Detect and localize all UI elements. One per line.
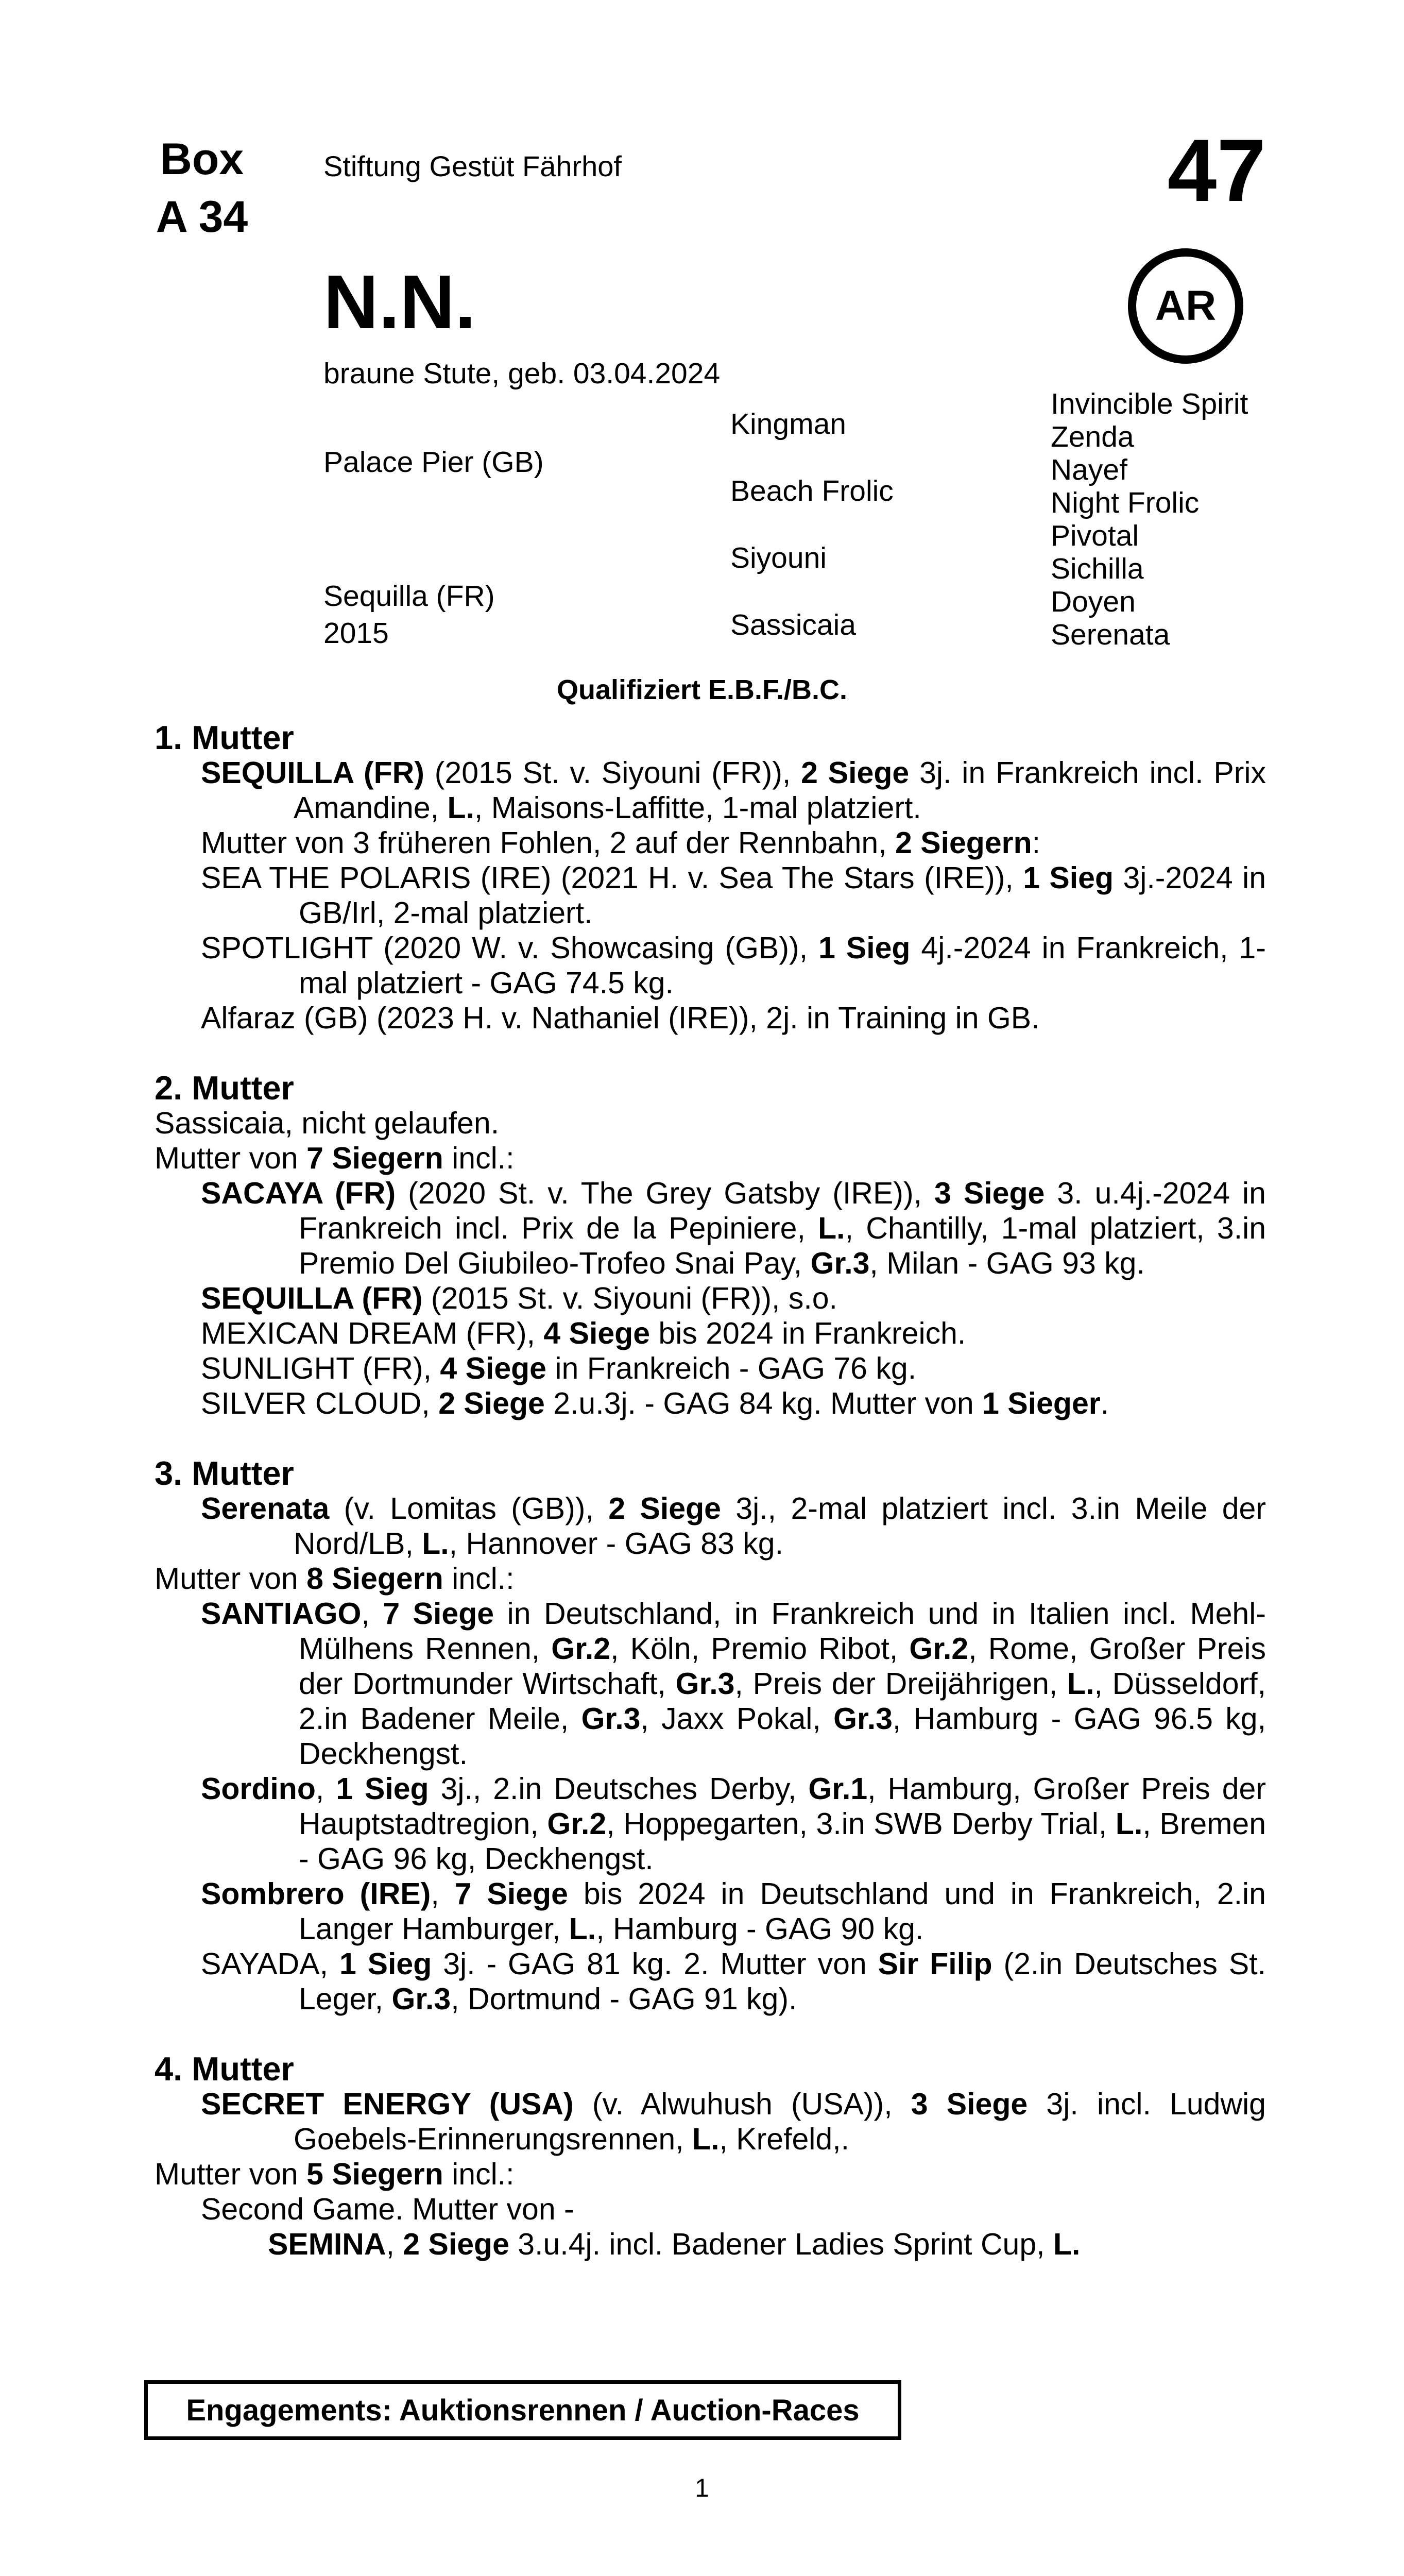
section-heading-4: 4. Mutter (155, 2050, 294, 2088)
pedigree-ggp-3: Nayef (1051, 453, 1127, 486)
pedigree-ggp-4: Night Frolic (1051, 486, 1200, 519)
owner: Stiftung Gestüt Fährhof (323, 150, 622, 182)
first-dam-entry: SEQUILLA (FR) (2015 St. v. Siyouni (FR)), 2 Siege 3j. in Frankreich incl. Prix Amandine, L., Maisons-Laffitte, 1-mal platziert. (201, 756, 1266, 825)
second-dam-entry: Sassicaia, nicht gelaufen. (155, 1106, 500, 1140)
page-number: 1 (695, 2473, 709, 2502)
pedigree-great-grandparents (1051, 387, 1248, 651)
offspring-entry: SEA THE POLARIS (IRE) (2021 H. v. Sea The Stars (IRE)), 1 Sieg 3j.-2024 in GB/Irl, 2-mal platziert. (201, 861, 1266, 930)
third-dam-entry: Serenata (v. Lomitas (GB)), 2 Siege 3j., 2-mal platziert incl. 3.in Meile der Nord/LB, L., Hannover - GAG 83 kg. (201, 1492, 1266, 1561)
first-dam-produce-summary: Mutter von 3 früheren Fohlen, 2 auf der Rennbahn, 2 Siegern: (201, 826, 1041, 860)
pedigree-dam: Sequilla (FR) (323, 580, 495, 613)
pedigree-grandsire-1: Kingman (730, 408, 846, 440)
offspring-entry: SEQUILLA (FR) (2015 St. v. Siyouni (FR)), s.o. (201, 1281, 837, 1315)
offspring-entry: SILVER CLOUD, 2 Siege 2.u.3j. - GAG 84 kg. Mutter von 1 Sieger. (201, 1386, 1109, 1420)
offspring-entry: SANTIAGO, 7 Siege in Deutschland, in Frankreich und in Italien incl. Mehl-Mülhens Rennen, Gr.2, Köln, Premio Ribot, Gr.2, Rome, Großer Preis der Dortmunder Wirtschaft, Gr.3, Preis der Dreijährigen, L., Düsseldorf, 2.in Badener Meile, Gr.3, Jaxx Pokal, Gr.3, Hamburg - GAG 96.5 kg, Deckhengst. (201, 1597, 1266, 1771)
pedigree-sire: Palace Pier (GB) (323, 446, 544, 479)
pedigree-ggp-2: Zenda (1051, 420, 1134, 453)
section-heading-1: 1. Mutter (155, 719, 294, 756)
third-dam-produce-summary: Mutter von 8 Siegern incl.: (155, 1562, 515, 1596)
offspring-entry: SACAYA (FR) (2020 St. v. The Grey Gatsby (IRE)), 3 Siege 3. u.4j.-2024 in Frankreich incl. Prix de la Pepiniere, L., Chantilly, 1-mal platziert, 3.in Premio Del Giubileo-Trofeo Snai Pay, Gr.3, Milan - GAG 93 kg. (201, 1176, 1266, 1280)
offspring-entry: Alfaraz (GB) (2023 H. v. Nathaniel (IRE)), 2j. in Training in GB. (201, 1001, 1040, 1035)
section-heading-3: 3. Mutter (155, 1454, 294, 1492)
pedigree-grandsire-2: Siyouni (730, 541, 827, 574)
lot-number: 47 (1167, 121, 1266, 220)
offspring-entry: MEXICAN DREAM (FR), 4 Siege bis 2024 in Frankreich. (201, 1316, 966, 1350)
fourth-dam-entry: SECRET ENERGY (USA) (v. Alwuhush (USA)), 3 Siege 3j. incl. Ludwig Goebels-Erinnerungsrennen, L., Krefeld,. (201, 2087, 1266, 2156)
dam-line-text (155, 720, 1266, 2262)
pedigree-ggp-5: Pivotal (1051, 519, 1139, 552)
second-dam-produce-summary: Mutter von 7 Siegern incl.: (155, 1141, 515, 1175)
ar-badge-text: AR (1155, 282, 1217, 329)
pedigree-ggp-7: Doyen (1051, 585, 1136, 618)
qualification: Qualifiziert E.B.F./B.C. (556, 674, 848, 705)
offspring-entry: Sombrero (IRE), 7 Siege bis 2024 in Deutschland und in Frankreich, 2.in Langer Hamburger, L., Hamburg - GAG 90 kg. (201, 1877, 1266, 1946)
pedigree-granddam-1: Beach Frolic (730, 474, 894, 507)
offspring-entry: SPOTLIGHT (2020 W. v. Showcasing (GB)), 1 Sieg 4j.-2024 in Frankreich, 1-mal platziert - GAG 74.5 kg. (201, 931, 1266, 1000)
pedigree-granddam-2: Sassicaia (730, 608, 856, 641)
pedigree-ggp-8: Serenata (1051, 618, 1170, 651)
pedigree-ggp-6: Sichilla (1051, 552, 1144, 585)
offspring-entry: SUNLIGHT (FR), 4 Siege in Frankreich - GAG 76 kg. (201, 1351, 917, 1385)
engagements-text: Engagements: Auktionsrennen / Auction-Races (186, 2393, 860, 2427)
section-heading-2: 2. Mutter (155, 1069, 294, 1107)
offspring-entry: SAYADA, 1 Sieg 3j. - GAG 81 kg. 2. Mutter von Sir Filip (2.in Deutsches St. Leger, Gr.3, Dortmund - GAG 91 kg). (201, 1947, 1266, 2016)
pedigree-dam-year: 2015 (323, 617, 389, 650)
pedigree-ggp-1: Invincible Spirit (1051, 387, 1248, 420)
engagements-box (144, 2380, 901, 2440)
first-dam-name: SEQUILLA (FR) (201, 756, 424, 790)
horse-description: braune Stute, geb. 03.04.2024 (323, 357, 721, 390)
box-label: Box (160, 134, 244, 184)
fourth-dam-produce-summary: Mutter von 5 Siegern incl.: (155, 2157, 515, 2191)
offspring-entry: SEMINA, 2 Siege 3.u.4j. incl. Badener Ladies Sprint Cup, L. (268, 2227, 1081, 2261)
box-number: A 34 (156, 192, 248, 242)
offspring-entry: Sordino, 1 Sieg 3j., 2.in Deutsches Derby, Gr.1, Hamburg, Großer Preis der Hauptstadtregion, Gr.2, Hoppegarten, 3.in SWB Derby Trial, L., Bremen - GAG 96 kg, Deckhengst. (201, 1772, 1266, 1876)
ar-badge (1128, 248, 1243, 364)
horse-name: N.N. (323, 260, 476, 345)
offspring-entry: Second Game. Mutter von - (201, 2192, 574, 2226)
